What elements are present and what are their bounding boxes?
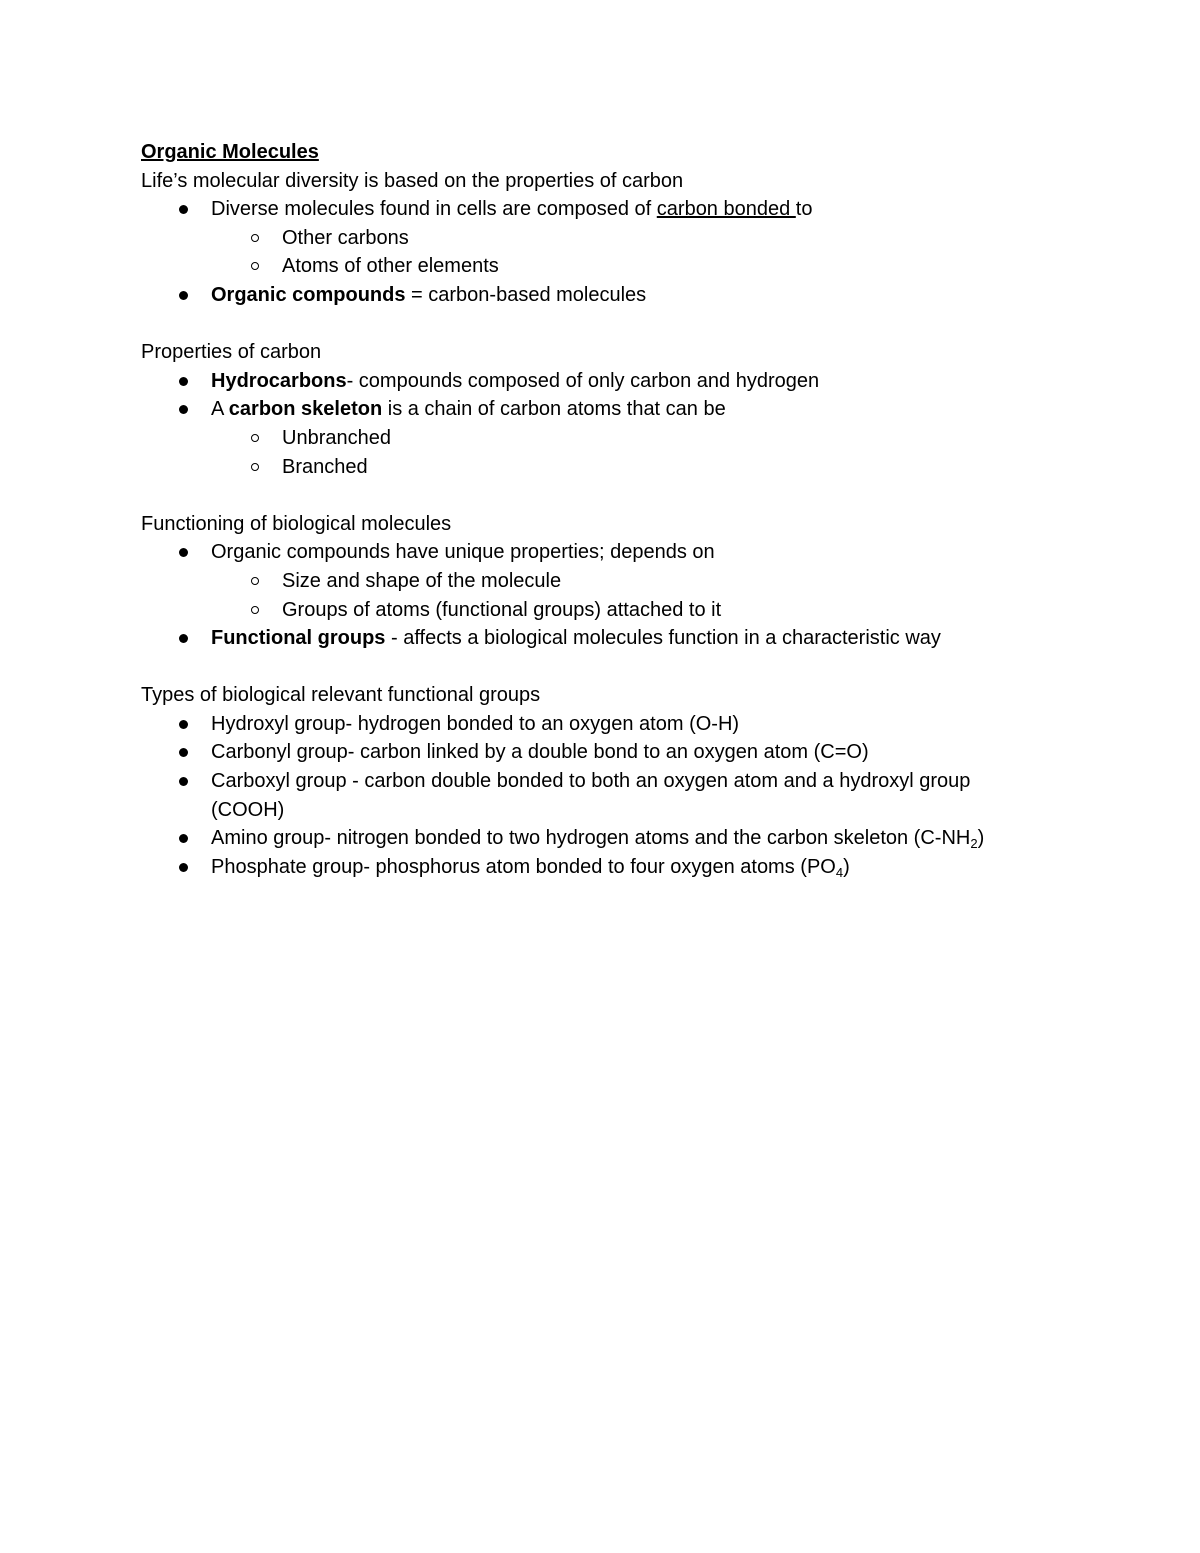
list-item: Carbonyl group- carbon linked by a double bond to an oxygen atom (C=O)	[141, 738, 1081, 767]
list-item: Hydrocarbons- compounds composed of only carbon and hydrogen	[141, 367, 1081, 396]
list-subitem: Size and shape of the molecule	[141, 567, 1081, 596]
bullet-disc-icon	[179, 405, 188, 414]
list-item: Organic compounds = carbon-based molecules	[141, 281, 1081, 310]
bullet-disc-icon	[179, 205, 188, 214]
spacer	[141, 653, 1081, 682]
spacer	[141, 310, 1081, 339]
bold-term: Organic compounds	[211, 283, 406, 306]
list-item: Functional groups - affects a biological molecules function in a characteristic way	[141, 624, 1081, 653]
list-item: Diverse molecules found in cells are composed of carbon bonded to	[141, 195, 1081, 224]
underlined-text: carbon bonded	[656, 198, 796, 221]
spacer	[141, 481, 1081, 510]
organic-intro: Life’s molecular diversity is based on the properties of carbon	[141, 169, 684, 192]
list-item: Carboxyl group - carbon double bonded to both an oxygen atom and a hydroxyl group (COOH)	[141, 767, 1081, 824]
list-item: Hydroxyl group- hydrogen bonded to an oxygen atom (O-H)	[141, 710, 1081, 739]
list-item: Amino group- nitrogen bonded to two hydrogen atoms and the carbon skeleton $(C-NH_2)$	[141, 824, 1081, 853]
bullet-disc-icon	[179, 377, 188, 386]
section-heading-types: Types of biological relevant functional groups	[141, 684, 541, 707]
bullet-disc-icon	[179, 634, 188, 643]
bullet-disc-icon	[179, 291, 188, 300]
list-subitem: Groups of atoms (functional groups) attached to it	[141, 596, 1081, 625]
bullet-disc-icon	[179, 748, 188, 757]
bullet-circle-icon	[251, 606, 259, 614]
list-subitem: Unbranched	[141, 424, 1081, 453]
list-subitem: Branched	[141, 453, 1081, 482]
bullet-circle-icon	[251, 262, 259, 270]
subscript: 2	[970, 836, 978, 852]
subscript: 4	[835, 864, 844, 880]
bold-term: Functional groups	[211, 627, 386, 650]
document-page	[141, 138, 1081, 881]
section-heading-functioning: Functioning of biological molecules	[141, 512, 452, 535]
bullet-disc-icon	[179, 777, 188, 786]
properties-list	[141, 367, 1081, 481]
section-heading-properties: Properties of carbon	[141, 341, 322, 364]
list-subitem: Atoms of other elements	[141, 252, 1081, 281]
types-list	[141, 710, 1081, 882]
bullet-disc-icon	[179, 834, 188, 843]
bullet-disc-icon	[179, 548, 188, 557]
list-item: A carbon skeleton is a chain of carbon atoms that can be	[141, 395, 1081, 424]
list-subitem: Other carbons	[141, 224, 1081, 253]
bullet-circle-icon	[251, 434, 259, 442]
page-title: Organic Molecules	[141, 141, 319, 163]
bullet-circle-icon	[251, 234, 259, 242]
bold-term: carbon skeleton	[228, 398, 383, 421]
list-item: Organic compounds have unique properties; depends on	[141, 538, 1081, 567]
bullet-circle-icon	[251, 463, 259, 471]
list-item: Phosphate group- phosphorus atom bonded to four oxygen atoms $(PO_4)$	[141, 853, 1081, 882]
bold-term: Hydrocarbons	[211, 369, 347, 392]
functioning-list	[141, 538, 1081, 652]
section-organic	[141, 138, 1081, 167]
organic-list	[141, 195, 1081, 309]
bullet-disc-icon	[179, 863, 188, 872]
bullet-disc-icon	[179, 720, 188, 729]
bullet-circle-icon	[251, 577, 259, 585]
